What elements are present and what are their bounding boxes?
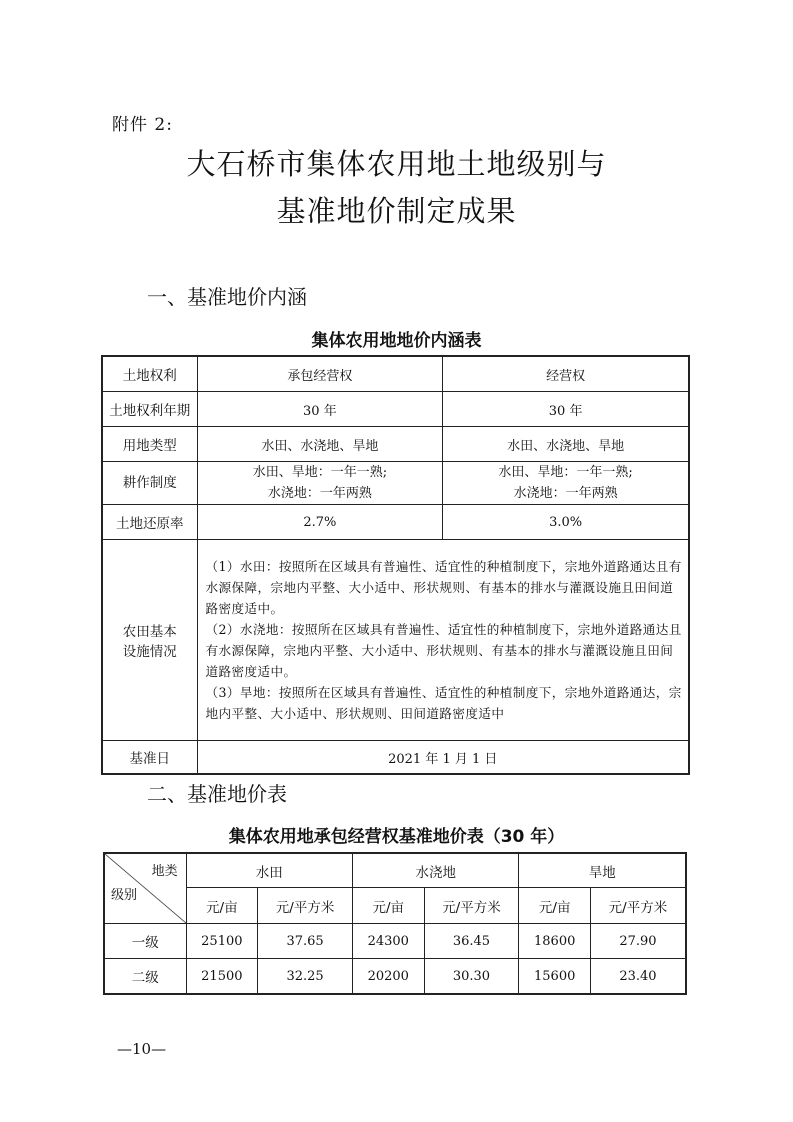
table-caption-land-price-connotation: 集体农用地地价内涵表 [311,331,482,351]
row-label: 土地权利年期 [102,392,197,427]
group-header-irrigated: 水浇地 [353,853,519,888]
row-label: 土地还原率 [102,505,197,540]
row-label [102,540,197,741]
infrastructure-paddy: （1）水田：按照所在区域具有普遍性、适宜性的种植制度下，宗地外道路通达且有水源保障，宗地内平整、大小适中、形状规则、有基本的排水与灌溉设施且田间道路密度适中。 [205,559,682,616]
cell: 30 年 [443,392,689,427]
table-row [102,356,689,392]
group-header-paddy: 水田 [186,853,352,888]
attachment-label: 附件 2: [112,115,173,135]
infrastructure-dryland: （3）旱地：按照所在区域具有普遍性、适宜性的种植制度下，宗地外道路通达，宗地内平整、大小适中、形状规则、田间道路密度适中 [205,685,682,721]
unit-header: 元/平方米 [590,888,686,924]
group-header-dryland: 旱地 [519,853,686,888]
table-row [102,505,689,540]
unit-header: 元/亩 [353,888,424,924]
price-cell: 32.25 [258,959,353,995]
cell-line: 水浇地：一年两熟 [267,486,372,501]
level-label: 二级 [104,959,186,995]
table-row [102,427,689,462]
table-unit-row [104,888,686,924]
header-level: 级别 [111,888,138,903]
cell: 3.0% [443,505,689,540]
cell [197,462,443,505]
cell [443,462,689,505]
price-cell: 30.30 [424,959,519,995]
infrastructure-irrigated: （2）水浇地：按照所在区域具有普遍性、适宜性的种植制度下，宗地外道路通达且有水源保障，宗地内平整、大小适中、形状规则、有基本的排水与灌溉设施且田间道路密度适中。 [205,622,682,679]
cell-line: 水田、旱地：一年一熟; [498,465,633,480]
price-cell: 18600 [519,924,590,959]
table-header-row [104,853,686,888]
header-land-type: 地类 [151,864,178,879]
unit-header: 元/平方米 [424,888,519,924]
unit-header: 元/平方米 [258,888,353,924]
table-row [104,959,686,995]
section-heading-2: 二、基准地价表 [147,782,287,806]
cell: 30 年 [197,392,443,427]
price-cell: 37.65 [258,924,353,959]
section-heading-1: 一、基准地价内涵 [147,285,307,309]
price-cell: 36.45 [424,924,519,959]
row-label-line: 设施情况 [122,644,177,660]
diagonal-header-cell [104,853,186,924]
price-cell: 23.40 [590,959,686,995]
land-price-connotation-table [101,355,690,775]
cell: 经营权 [443,356,689,392]
row-label: 基准日 [102,741,197,775]
document-title-line-1: 大石桥市集体农用地土地级别与 [186,147,607,181]
price-cell: 27.90 [590,924,686,959]
row-label-line: 农田基本 [122,624,177,640]
cell: 水田、水浇地、旱地 [443,427,689,462]
table-row [102,462,689,505]
cell: 承包经营权 [197,356,443,392]
table-row [102,540,689,741]
base-date-value: 2021 年 1 月 1 日 [197,741,689,775]
unit-header: 元/亩 [186,888,257,924]
unit-header: 元/亩 [519,888,590,924]
cell-line: 水田、旱地：一年一熟; [252,465,388,480]
base-land-price-table [103,852,687,995]
price-cell: 24300 [353,924,424,959]
row-label: 土地权利 [102,356,197,392]
table-caption-base-price: 集体农用地承包经营权基准地价表（30 年） [228,827,565,847]
table-row [102,392,689,427]
price-cell: 21500 [186,959,257,995]
price-cell: 15600 [519,959,590,995]
page-number: —10— [117,1040,167,1058]
level-label: 一级 [104,924,186,959]
table-row [104,924,686,959]
row-label: 耕作制度 [102,462,197,505]
table-row [102,741,689,775]
document-title-line-2: 基准地价制定成果 [276,194,517,228]
price-cell: 25100 [186,924,257,959]
price-cell: 20200 [353,959,424,995]
row-label: 用地类型 [102,427,197,462]
cell: 2.7% [197,505,443,540]
cell: 水田、水浇地、旱地 [197,427,443,462]
infrastructure-description [197,540,689,741]
cell-line: 水浇地：一年两熟 [513,486,618,501]
